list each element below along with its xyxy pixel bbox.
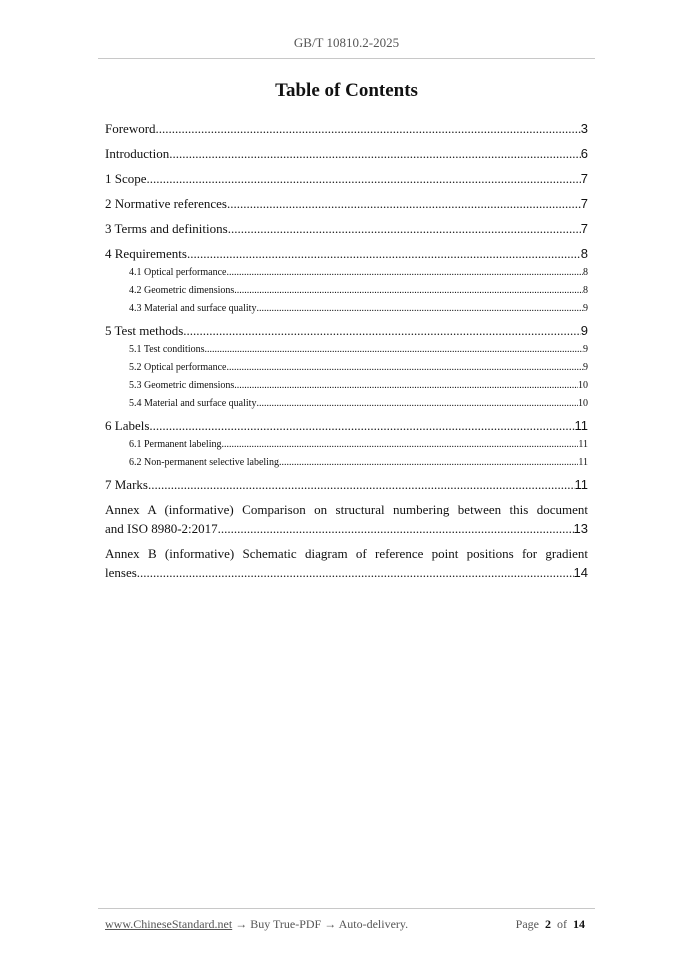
dot-leader [228, 216, 581, 241]
dot-leader [187, 241, 581, 266]
table-of-contents [105, 116, 588, 588]
toc-subentry-4-1[interactable] [105, 264, 588, 282]
arrow-icon: → [235, 917, 248, 931]
toc-entry-label: Foreword [105, 121, 156, 136]
toc-entry-label: 1 Scope [105, 171, 147, 186]
toc-entry-page: 6 [580, 146, 588, 161]
running-header: GB/T 10810.2-2025 [293, 35, 400, 50]
delivery-text: Auto-delivery. [338, 917, 409, 931]
page-word: Page [515, 917, 539, 931]
toc-entry-annex-b[interactable] [105, 544, 588, 582]
toc-entry-page: 8 [583, 285, 588, 296]
dot-leader [156, 116, 581, 141]
toc-entry-page: 10 [578, 380, 588, 391]
toc-entry-page: 11 [578, 439, 588, 450]
current-page: 2 [545, 917, 551, 931]
dot-leader [149, 413, 574, 438]
toc-entry-page: 9 [583, 303, 588, 314]
toc-entry-foreword[interactable] [105, 116, 588, 141]
toc-entry-label: Introduction [105, 146, 170, 161]
toc-subentry-4-2[interactable] [105, 282, 588, 300]
toc-entry-label: 4.1 Optical performance [129, 267, 227, 278]
toc-entry-page: 8 [580, 246, 588, 261]
page-number [516, 917, 585, 932]
toc-entry-annex-a[interactable] [105, 500, 588, 538]
toc-entry-label: 5.2 Optical performance [129, 362, 227, 373]
toc-entry-page: 3 [580, 121, 588, 136]
toc-entry-label: 6 Labels [105, 418, 150, 433]
dot-leader [226, 264, 583, 282]
toc-entry-label: 5.4 Material and surface quality [129, 398, 257, 409]
footer-promo [105, 917, 408, 932]
website-link[interactable]: www.ChineseStandard.net [105, 917, 233, 931]
toc-entry-label: 3 Terms and definitions [105, 221, 228, 236]
toc-entry-page: 11 [574, 418, 588, 433]
toc-entry-page: 11 [574, 477, 588, 492]
toc-entry-label: Annex A (informative) Comparison on structural numbering between this document [105, 502, 588, 517]
toc-subentry-5-3[interactable] [105, 377, 588, 395]
toc-subentry-4-3[interactable] [105, 300, 588, 318]
dot-leader [183, 318, 580, 343]
buy-pdf-link[interactable]: Buy True-PDF [250, 917, 322, 931]
header-divider [98, 58, 595, 59]
toc-entry-page: 9 [580, 323, 588, 338]
dot-leader [234, 377, 578, 395]
footer-divider [98, 908, 595, 909]
toc-entry-page: 8 [583, 267, 588, 278]
dot-leader [205, 341, 583, 359]
dot-leader [226, 359, 583, 377]
toc-entry-label: 7 Marks [105, 477, 148, 492]
toc-entry-label: lenses [105, 565, 137, 580]
dot-leader [221, 436, 578, 454]
toc-entry-page: 10 [578, 398, 588, 409]
toc-entry-normative-references[interactable] [105, 191, 588, 216]
dot-leader [256, 395, 578, 413]
toc-entry-continuation [105, 563, 588, 582]
toc-entry-label: 4 Requirements [105, 246, 187, 261]
dot-leader [218, 519, 574, 538]
total-pages: 14 [573, 917, 585, 931]
toc-entry-requirements[interactable] [105, 241, 588, 266]
toc-entry-label: 5 Test methods [105, 323, 184, 338]
dot-leader [147, 166, 581, 191]
toc-entry-page: 9 [583, 344, 588, 355]
toc-entry-label: 4.2 Geometric dimensions [129, 285, 235, 296]
toc-entry-continuation [105, 519, 588, 538]
toc-subentry-5-1[interactable] [105, 341, 588, 359]
arrow-icon: → [324, 917, 337, 931]
toc-entry-page: 7 [580, 171, 588, 186]
toc-entry-page: 13 [573, 521, 588, 536]
toc-entry-page: 7 [580, 221, 588, 236]
toc-entry-label: 2 Normative references [105, 196, 227, 211]
toc-entry-label: 6.1 Permanent labeling [129, 439, 222, 450]
toc-entry-page: 14 [573, 565, 588, 580]
dot-leader [234, 282, 583, 300]
toc-subentry-5-2[interactable] [105, 359, 588, 377]
toc-entry-label: 5.1 Test conditions [129, 344, 205, 355]
dot-leader [256, 300, 583, 318]
toc-entry-label: Annex B (informative) Schematic diagram of reference point positions for gradient [105, 546, 588, 561]
dot-leader [227, 191, 581, 216]
dot-leader [137, 563, 574, 582]
dot-leader [279, 454, 578, 472]
toc-entry-page: 11 [578, 457, 588, 468]
toc-subentry-6-1[interactable] [105, 436, 588, 454]
toc-entry-label: and ISO 8980-2:2017 [105, 521, 218, 536]
toc-entry-introduction[interactable] [105, 141, 588, 166]
toc-entry-marks[interactable] [105, 472, 588, 497]
toc-entry-page: 9 [583, 362, 588, 373]
page-of: of [557, 917, 567, 931]
toc-entry-label: 4.3 Material and surface quality [129, 303, 257, 314]
toc-entry-terms-and-definitions[interactable] [105, 216, 588, 241]
page-title: Table of Contents [275, 80, 418, 101]
toc-subentry-5-4[interactable] [105, 395, 588, 413]
toc-subentry-6-2[interactable] [105, 454, 588, 472]
toc-entry-label: 5.3 Geometric dimensions [129, 380, 235, 391]
toc-entry-scope[interactable] [105, 166, 588, 191]
toc-entry-page: 7 [580, 196, 588, 211]
dot-leader [148, 472, 575, 497]
toc-entry-label: 6.2 Non-permanent selective labeling [129, 457, 279, 468]
toc-entry-labels[interactable] [105, 413, 588, 438]
dot-leader [169, 141, 581, 166]
toc-entry-test-methods[interactable] [105, 318, 588, 343]
